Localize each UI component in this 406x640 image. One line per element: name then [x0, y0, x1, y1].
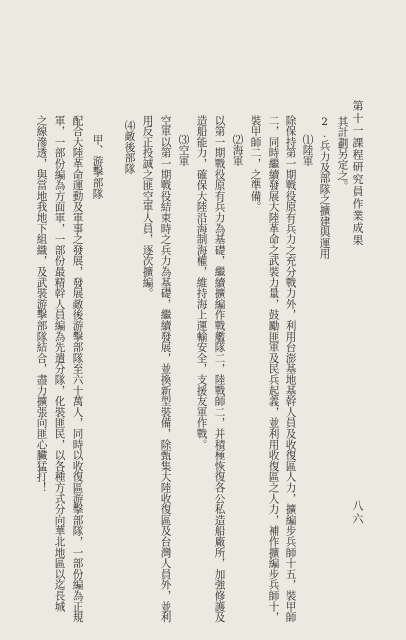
subheading-army: ⑴陸軍 [301, 134, 314, 167]
text-line-navy-2: 造船能力，確保大陸沿海制海權，維持海上運輸安全，支援友軍作戰。 [195, 115, 208, 450]
subheading-air-force: ⑶空軍 [177, 134, 190, 167]
text-line-guerrilla-1: 配合大陸革命運動及軍事之發展，發展敵後游擊部隊至六十萬人，同時以收復區游擊部隊，一部份編為正規 [71, 115, 84, 623]
text-line-air-1: 空軍以第一期戰役結束時之兵力為基礎，繼續發展，並換新型裝備，除甄集大陸收復區及台灣人員外，並利 [159, 115, 172, 623]
text-line-army-2: 二，同時繼續發展大陸革命之武裝力量，鼓勵匪軍及民兵起義，並利用收復區之人力，補作擴編步兵師十， [267, 115, 280, 623]
text-line-air-2: 用反正投誠之匪空軍人員，逐次擴編。 [141, 115, 154, 299]
text-line-army-1: 除保持第一期戰役原有兵力之充分戰力外，利用台澎基地基幹人員及收復區人力，擴編步兵師十五，裝甲師 [284, 115, 297, 623]
running-title: 第十一課程研究員作業成果 [351, 100, 364, 247]
text-line-section-intro: 其計劃另定之。 [336, 116, 349, 192]
text-line-guerrilla-3: 之線滲透，與當地我地下組織，及武裝游擊部隊結合，盡力擴張向匪心臟猛打！ [35, 115, 48, 493]
subheading-behind-lines: ⑷敵後部隊 [123, 120, 136, 174]
text-line-guerrilla-2: 軍，一部份編為方面軍，一部份最精幹人員編為先遣分隊，化裝匪民，以各種方式分向華北地區以迄長城 [53, 115, 66, 612]
subheading-navy: ⑵海軍 [231, 134, 244, 167]
text-line-navy-1: 以第一期戰役原有兵力為基礎，繼續擴編作戰艦隊二，陸戰師二，并積極恢復各公私造船廠所，加強修護及 [213, 115, 226, 623]
page-number: 八六 [351, 500, 364, 526]
subheading-guerrilla: 甲、游擊部隊 [91, 134, 104, 199]
heading-force-expansion: 2.兵力及部隊之擴建與運用 [318, 116, 331, 260]
text-line-army-3: 裝甲師二，之準備。 [249, 115, 262, 213]
